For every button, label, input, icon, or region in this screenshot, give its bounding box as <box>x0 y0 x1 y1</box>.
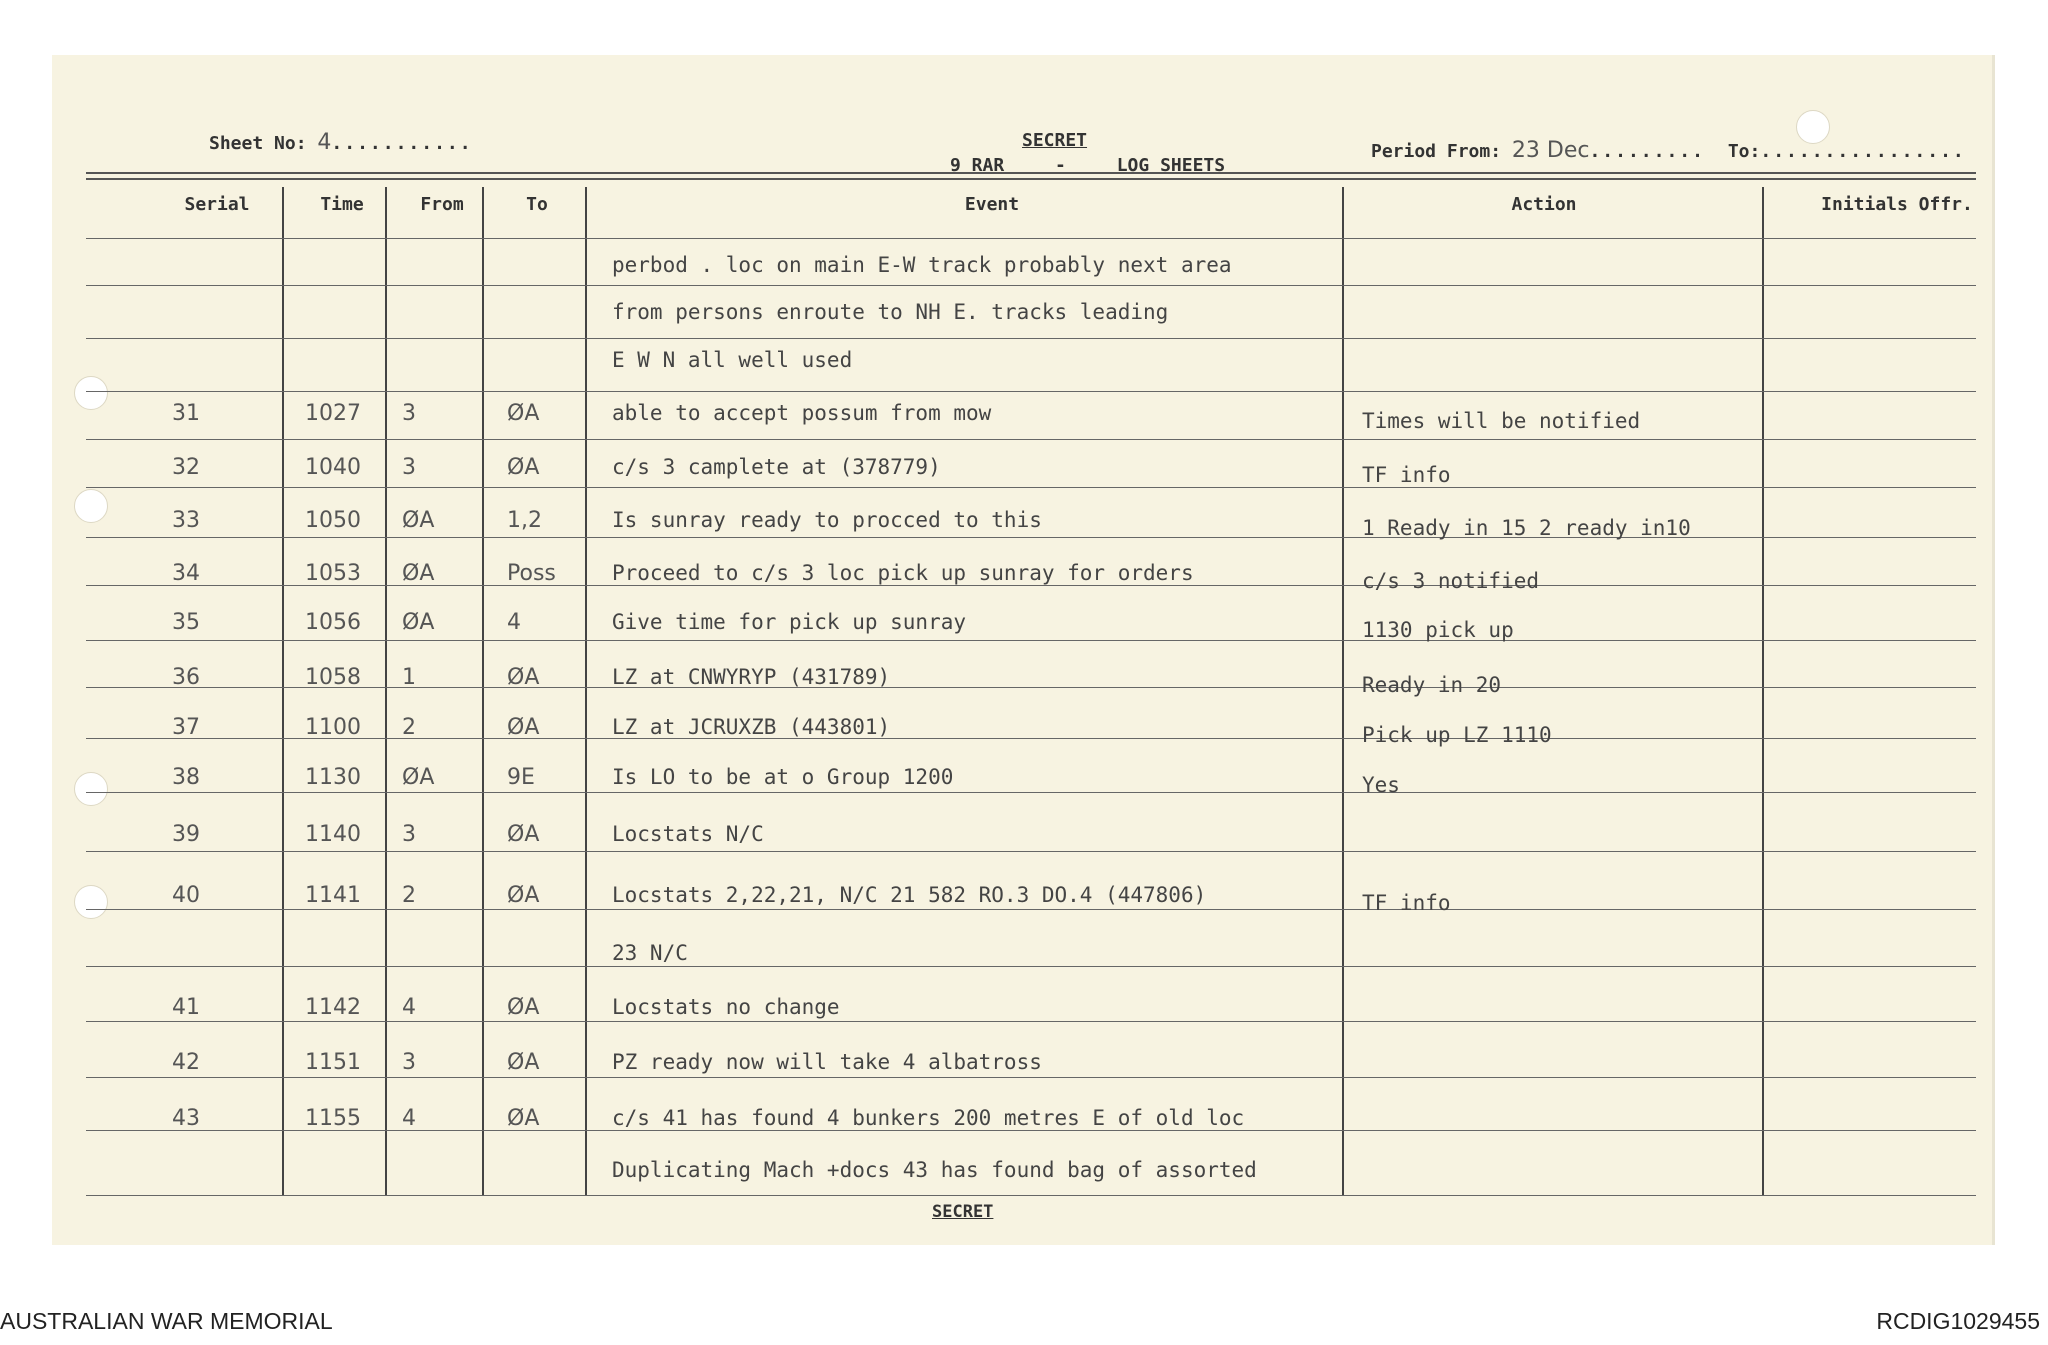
serial-cell: 35 <box>172 610 200 635</box>
row-divider <box>86 338 1976 339</box>
action-cell: TF info <box>1362 463 1451 487</box>
time-cell: 1141 <box>305 883 361 908</box>
event-cell: Give time for pick up sunray <box>612 610 967 634</box>
to-cell: Poss <box>507 561 556 586</box>
to-cell: ØA <box>507 995 540 1020</box>
row-divider <box>86 391 1976 392</box>
row-divider <box>86 1077 1976 1078</box>
action-cell: Pick up LZ 1110 <box>1362 723 1552 747</box>
serial-cell: 33 <box>172 508 200 533</box>
from-cell: 3 <box>402 1050 416 1075</box>
event-cell: PZ ready now will take 4 albatross <box>612 1050 1042 1074</box>
title-dash: - <box>1055 155 1066 176</box>
from-cell: 2 <box>402 883 416 908</box>
punch-hole <box>74 772 108 806</box>
serial-cell: 34 <box>172 561 200 586</box>
from-cell: 3 <box>402 401 416 426</box>
action-cell: c/s 3 notified <box>1362 569 1540 593</box>
action-cell: Yes <box>1362 773 1400 797</box>
row-divider <box>86 285 1976 286</box>
punch-hole <box>74 885 108 919</box>
from-cell: ØA <box>402 561 435 586</box>
from-cell: 4 <box>402 995 416 1020</box>
time-cell: 1058 <box>305 665 361 690</box>
time-cell: 1027 <box>305 401 361 426</box>
column-header-initials: Initials Offr. <box>1821 194 1973 215</box>
row-divider <box>86 439 1976 440</box>
period-to-label: To: <box>1727 141 1761 162</box>
serial-cell: 31 <box>172 401 200 426</box>
action-cell: Ready in 20 <box>1362 673 1502 697</box>
column-header-serial: Serial <box>184 194 250 215</box>
row-divider <box>86 238 1976 239</box>
serial-cell: 37 <box>172 715 200 740</box>
time-cell: 1151 <box>305 1050 361 1075</box>
serial-cell: 38 <box>172 765 200 790</box>
sheet-number-value: 4 <box>317 130 332 155</box>
serial-cell: 36 <box>172 665 200 690</box>
header-rule <box>86 178 1976 180</box>
column-header-to: To <box>526 194 548 215</box>
time-cell: 1056 <box>305 610 361 635</box>
footer-item-id: RCDIG1029455 <box>1876 1308 2040 1334</box>
row-divider <box>86 640 1976 641</box>
time-cell: 1040 <box>305 455 361 480</box>
event-cell: c/s 3 camplete at (378779) <box>612 455 941 479</box>
event-cell: from persons enroute to NH E. tracks leading <box>612 300 1169 324</box>
time-cell: 1140 <box>305 822 361 847</box>
time-cell: 1142 <box>305 995 361 1020</box>
column-header-from: From <box>420 194 464 215</box>
to-cell: ØA <box>507 1050 540 1075</box>
event-cell: LZ at CNWYRYP (431789) <box>612 665 891 689</box>
from-cell: 2 <box>402 715 416 740</box>
row-divider <box>86 687 1976 688</box>
period-to-dots: ................ <box>1760 141 1966 162</box>
time-cell: 1053 <box>305 561 361 586</box>
secret-stamp-bottom: SECRET <box>932 1202 994 1222</box>
action-cell: 1 Ready in 15 2 ready in10 <box>1362 516 1691 540</box>
action-cell: 1130 pick up <box>1362 618 1514 642</box>
row-divider <box>86 1021 1976 1022</box>
event-cell: Locstats N/C <box>612 822 764 846</box>
event-cell: able to accept possum from mow <box>612 401 992 425</box>
column-header-event: Event <box>964 194 1020 215</box>
to-cell: ØA <box>507 883 540 908</box>
event-cell: E W N all well used <box>612 348 853 372</box>
row-divider <box>86 585 1976 586</box>
to-cell: 9E <box>507 765 535 790</box>
from-cell: 3 <box>402 455 416 480</box>
from-cell: 3 <box>402 822 416 847</box>
row-divider <box>86 537 1976 538</box>
period-from-value: 23 Dec <box>1511 138 1590 163</box>
secret-stamp-top: SECRET <box>1022 130 1088 151</box>
sheet-number-dots: ........... <box>331 133 473 154</box>
event-cell: Locstats no change <box>612 995 840 1019</box>
event-cell: perbod . loc on main E-W track probably next area <box>612 253 1232 277</box>
serial-cell: 32 <box>172 455 200 480</box>
event-cell: Proceed to c/s 3 loc pick up sunray for orders <box>612 561 1194 585</box>
sheet-number-label: Sheet No: <box>209 133 307 154</box>
from-cell: ØA <box>402 610 435 635</box>
period <box>1371 138 1966 163</box>
time-cell: 1100 <box>305 715 361 740</box>
event-cell: c/s 41 has found 4 bunkers 200 metres E of old loc <box>612 1106 1245 1130</box>
time-cell: 1155 <box>305 1106 361 1131</box>
row-divider <box>86 966 1976 967</box>
serial-cell: 40 <box>172 883 200 908</box>
footer-archive-name: AUSTRALIAN WAR MEMORIAL <box>0 1308 333 1334</box>
row-divider <box>86 1130 1976 1131</box>
time-cell: 1050 <box>305 508 361 533</box>
from-cell: ØA <box>402 508 435 533</box>
to-cell: 4 <box>507 610 521 635</box>
log-sheets-title: LOG SHEETS <box>1116 155 1226 176</box>
action-cell: TF info <box>1362 891 1451 915</box>
from-cell: ØA <box>402 765 435 790</box>
row-divider <box>86 909 1976 910</box>
time-cell: 1130 <box>305 765 361 790</box>
unit-name: 9 RAR <box>950 155 1005 176</box>
row-divider <box>86 1195 1976 1196</box>
event-cell: Is sunray ready to procced to this <box>612 508 1042 532</box>
event-cell: Is LO to be at o Group 1200 <box>612 765 954 789</box>
row-divider <box>86 487 1976 488</box>
action-cell: Times will be notified <box>1362 409 1641 433</box>
event-cell: Duplicating Mach +docs 43 has found bag of assorted <box>612 1158 1257 1182</box>
header-rule <box>86 172 1976 174</box>
to-cell: ØA <box>507 455 540 480</box>
column-header-action: Action <box>1511 194 1577 215</box>
to-cell: 1,2 <box>507 508 542 533</box>
row-divider <box>86 792 1976 793</box>
to-cell: ØA <box>507 665 540 690</box>
row-divider <box>86 851 1976 852</box>
serial-cell: 39 <box>172 822 200 847</box>
from-cell: 1 <box>402 665 416 690</box>
row-divider <box>86 738 1976 739</box>
event-cell: LZ at JCRUXZB (443801) <box>612 715 891 739</box>
to-cell: ØA <box>507 822 540 847</box>
to-cell: ØA <box>507 715 540 740</box>
column-header-time: Time <box>320 194 364 215</box>
event-cell: 23 N/C <box>612 941 688 965</box>
period-from-label: Period From: <box>1371 141 1502 162</box>
to-cell: ØA <box>507 1106 540 1131</box>
punch-hole <box>74 376 108 410</box>
punch-hole <box>74 489 108 523</box>
serial-cell: 43 <box>172 1106 200 1131</box>
sheet-number <box>209 130 473 155</box>
event-cell: Locstats 2,22,21, N/C 21 582 RO.3 DO.4 (447806) <box>612 883 1207 907</box>
from-cell: 4 <box>402 1106 416 1131</box>
period-from-dots: ......... <box>1589 141 1705 162</box>
to-cell: ØA <box>507 401 540 426</box>
serial-cell: 41 <box>172 995 200 1020</box>
log-sheet-page <box>52 55 1995 1245</box>
serial-cell: 42 <box>172 1050 200 1075</box>
